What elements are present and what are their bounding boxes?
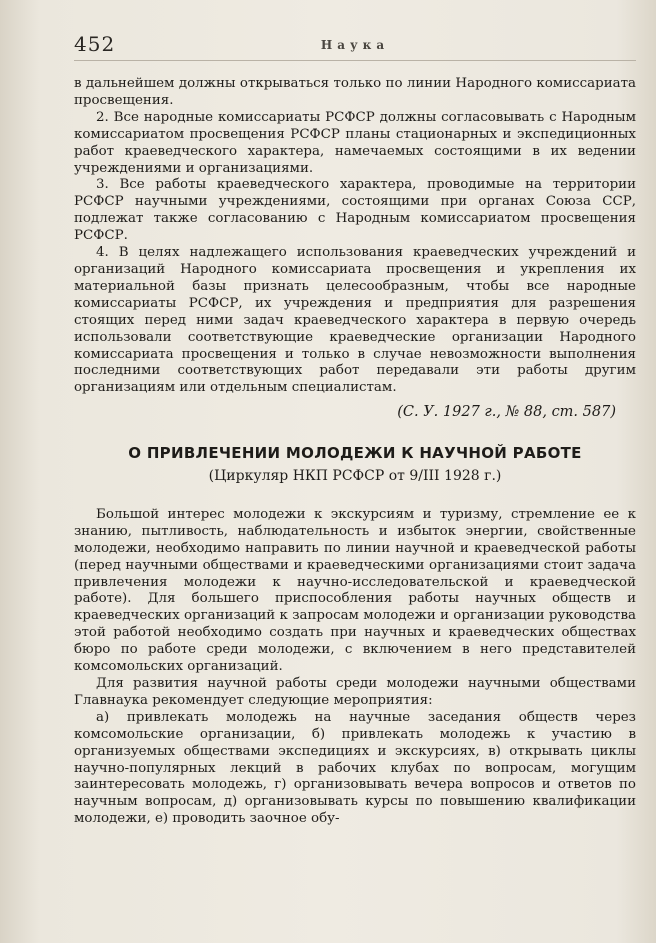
paragraph-intro: Большой интерес молодежи к экскурсиям и туризму, стремление ее к знанию, пытливость, наблюдательность и избыток энергии, свойственные молодежи, необходимо направить по линии научной и краеведческой работы (перед научными обществами и краеведческими организациями стоит задача привлечения молодежи к научно-исследовательской и краеведческой работе). Для большего приспособления работы научных обществ и краеведческих организаций к запросам молодежи и организации руководства этой работой необходимо создать при научных и краеведческих обществах бюро по работе среди молодежи, с включением в него представителей комсомольских организаций. [74, 506, 636, 675]
document-title: О ПРИВЛЕЧЕНИИ МОЛОДЕЖИ К НАУЧНОЙ РАБОТЕ [128, 444, 582, 463]
document-subtitle: (Циркуляр НКП РСФСР от 9/III 1928 г.) [208, 468, 502, 485]
paragraph-point-3: 3. Все работы краеведческого характера, проводимые на территории РСФСР научными учреждениями, состоящими при органах Союза ССР, подлежат также согласованию с Народным комиссариатом просвещения РСФСР. [74, 177, 636, 244]
header-rule [74, 60, 636, 61]
page-number: 452 [74, 32, 116, 56]
section-title: Наука [320, 38, 390, 52]
source-citation: (С. У. 1927 г., № 88, ст. 587) [397, 404, 616, 421]
paragraph-point-4: 4. В целях надлежащего использования краеведческих учреждений и организаций Народного комиссариата просвещения и укрепления их материальной базы признать целесообразным, чтобы все народные комиссариаты РСФСР, их учреждения и предприятия для разрешения стоящих перед ними задач краеведческого характера в первую очередь использовали соответствующие краеведческие организации Народного комиссариата просвещения и только в случае невозможности выполнения последними соответствующих работ передавали эти работы другим организациям или отдельным специалистам. [74, 245, 636, 396]
body-text [74, 76, 636, 828]
running-head [74, 28, 636, 62]
paragraph-continuation: в дальнейшем должны открываться только по линии Народного комиссариата просвещения. [74, 76, 636, 108]
paragraph-recommendations: Для развития научной работы среди молодежи научными обществами Главнаука рекомендует следующие мероприятия: [74, 676, 636, 708]
paragraph-point-2: 2. Все народные комиссариаты РСФСР должны согласовывать с Народным комиссариатом просвещения РСФСР планы стационарных и экспедиционных работ краеведческого характера, намечаемых состоящими в их ведении учреждениями и организациями. [74, 109, 636, 176]
paragraph-measures-list: а) привлекать молодежь на научные заседания обществ через комсомольские организации, б) привлекать молодежь к участию в организуемых обществами экспедициях и экскурсиях, в) открывать циклы научно-популярных лекций в рабочих клубах по вопросам, могущим заинтересовать молодежь, г) организовывать вечера вопросов и ответов по научным вопросам, д) организовывать курсы по повышению квалификации молодежи, е) проводить заочное обу- [74, 709, 636, 827]
